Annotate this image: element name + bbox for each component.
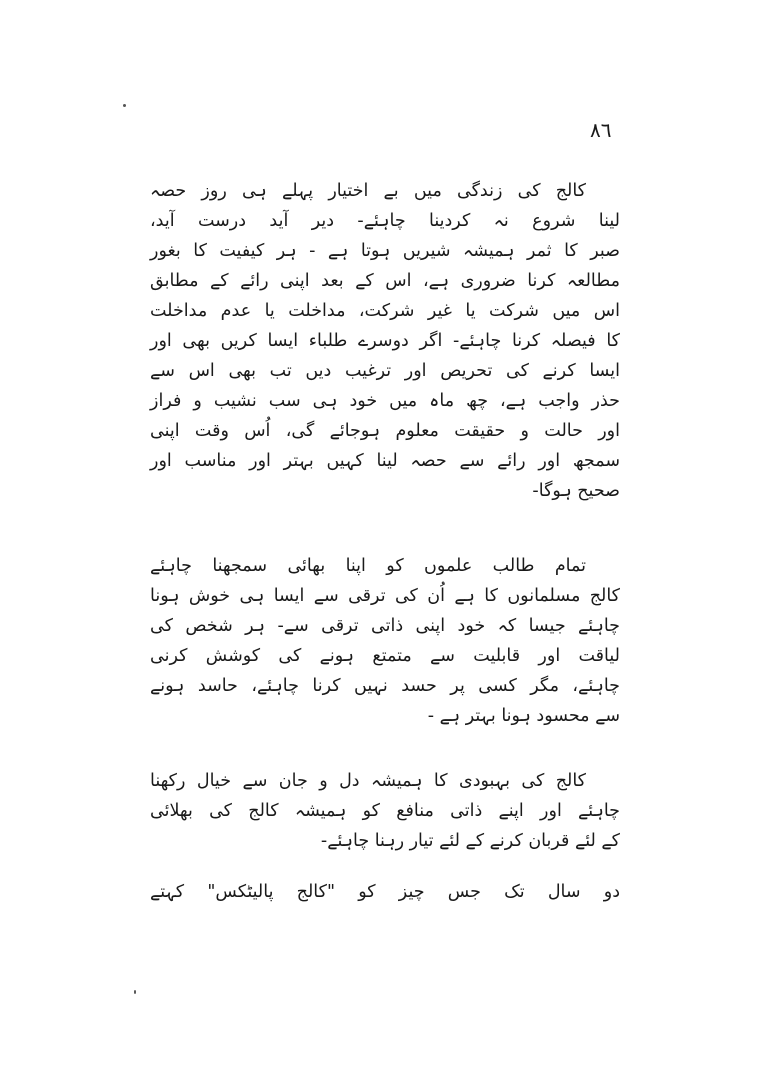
paragraph-line: چاہئے اور اپنے ذاتی منافع کو ہمیشہ کالج کی بھلائی: [150, 801, 620, 821]
paragraph-line: کالج مسلمانوں کا ہے اُن کی ترقی سے ایسا ہی خوش ہونا: [150, 586, 620, 606]
paragraph-line: کے لئے قربان کرنے کے لئے تیار رہنا چاہئے-: [320, 831, 620, 851]
paragraph-line: کا فیصلہ کرنا چاہئے- اگر دوسرے طلباء ایسا کریں بھی اور: [150, 331, 620, 351]
paragraph-line: حذر واجب ہے، چھ ماہ میں خود ہی سب نشیب و فراز: [150, 391, 620, 411]
paragraph-line: سمجھ اور رائے سے حصہ لینا کہیں بہتر اور مناسب اور: [150, 451, 620, 471]
paragraph-line: سے محسود ہونا بہتر ہے -: [427, 706, 620, 726]
page-number: ٨٦: [590, 118, 612, 142]
paragraph-line: ایسا کرنے کی تحریص اور ترغیب دیں تب بھی اس سے: [150, 361, 620, 381]
scan-speck: [123, 104, 126, 107]
paragraph-line: لیاقت اور قابلیت سے متمتع ہونے کی کوشش کرنی: [150, 646, 620, 666]
paragraph-line: اس میں شرکت یا غیر شرکت، مداخلت یا عدم مداخلت: [150, 301, 620, 321]
paragraph-college-welfare: [150, 766, 620, 856]
paragraph-line: مطالعہ کرنا ضروری ہے، اس کے بعد اپنی رائے کے مطابق: [150, 271, 620, 291]
paragraph-line: کالج کی زندگی میں بے اختیار پہلے ہی روز حصہ: [150, 181, 586, 201]
paragraph-college-life: [150, 176, 620, 506]
paragraph-line: تمام طالب علموں کو اپنا بھائی سمجھنا چاہئے: [150, 556, 586, 576]
paragraph-line: کالج کی بہبودی کا ہمیشہ دل و جان سے خیال رکھنا: [150, 771, 586, 791]
paragraph-college-politics: [150, 877, 620, 907]
paragraph-line: لینا شروع نہ کردینا چاہئے- دیر آید درست آید،: [150, 211, 620, 231]
paragraph-line: صبر کا ثمر ہمیشہ شیریں ہوتا ہے - ہر کیفیت کا بغور: [150, 241, 620, 261]
paragraph-line: چاہئے جیسا کہ خود اپنی ذاتی ترقی سے- ہر شخص کی: [150, 616, 620, 636]
paragraph-fellow-students: [150, 551, 620, 731]
paragraph-line: اور حالت و حقیقت معلوم ہوجائے گی، اُس وقت اپنی: [150, 421, 620, 441]
paragraph-line: چاہئے، مگر کسی پر حسد نہیں کرنا چاہئے، حاسد ہونے: [150, 676, 620, 696]
scan-speck: [134, 990, 136, 994]
paragraph-line: صحیح ہوگا-: [532, 481, 620, 501]
paragraph-line: دو سال تک جس چیز کو "کالج پالیٹکس" کہتے: [150, 882, 620, 902]
